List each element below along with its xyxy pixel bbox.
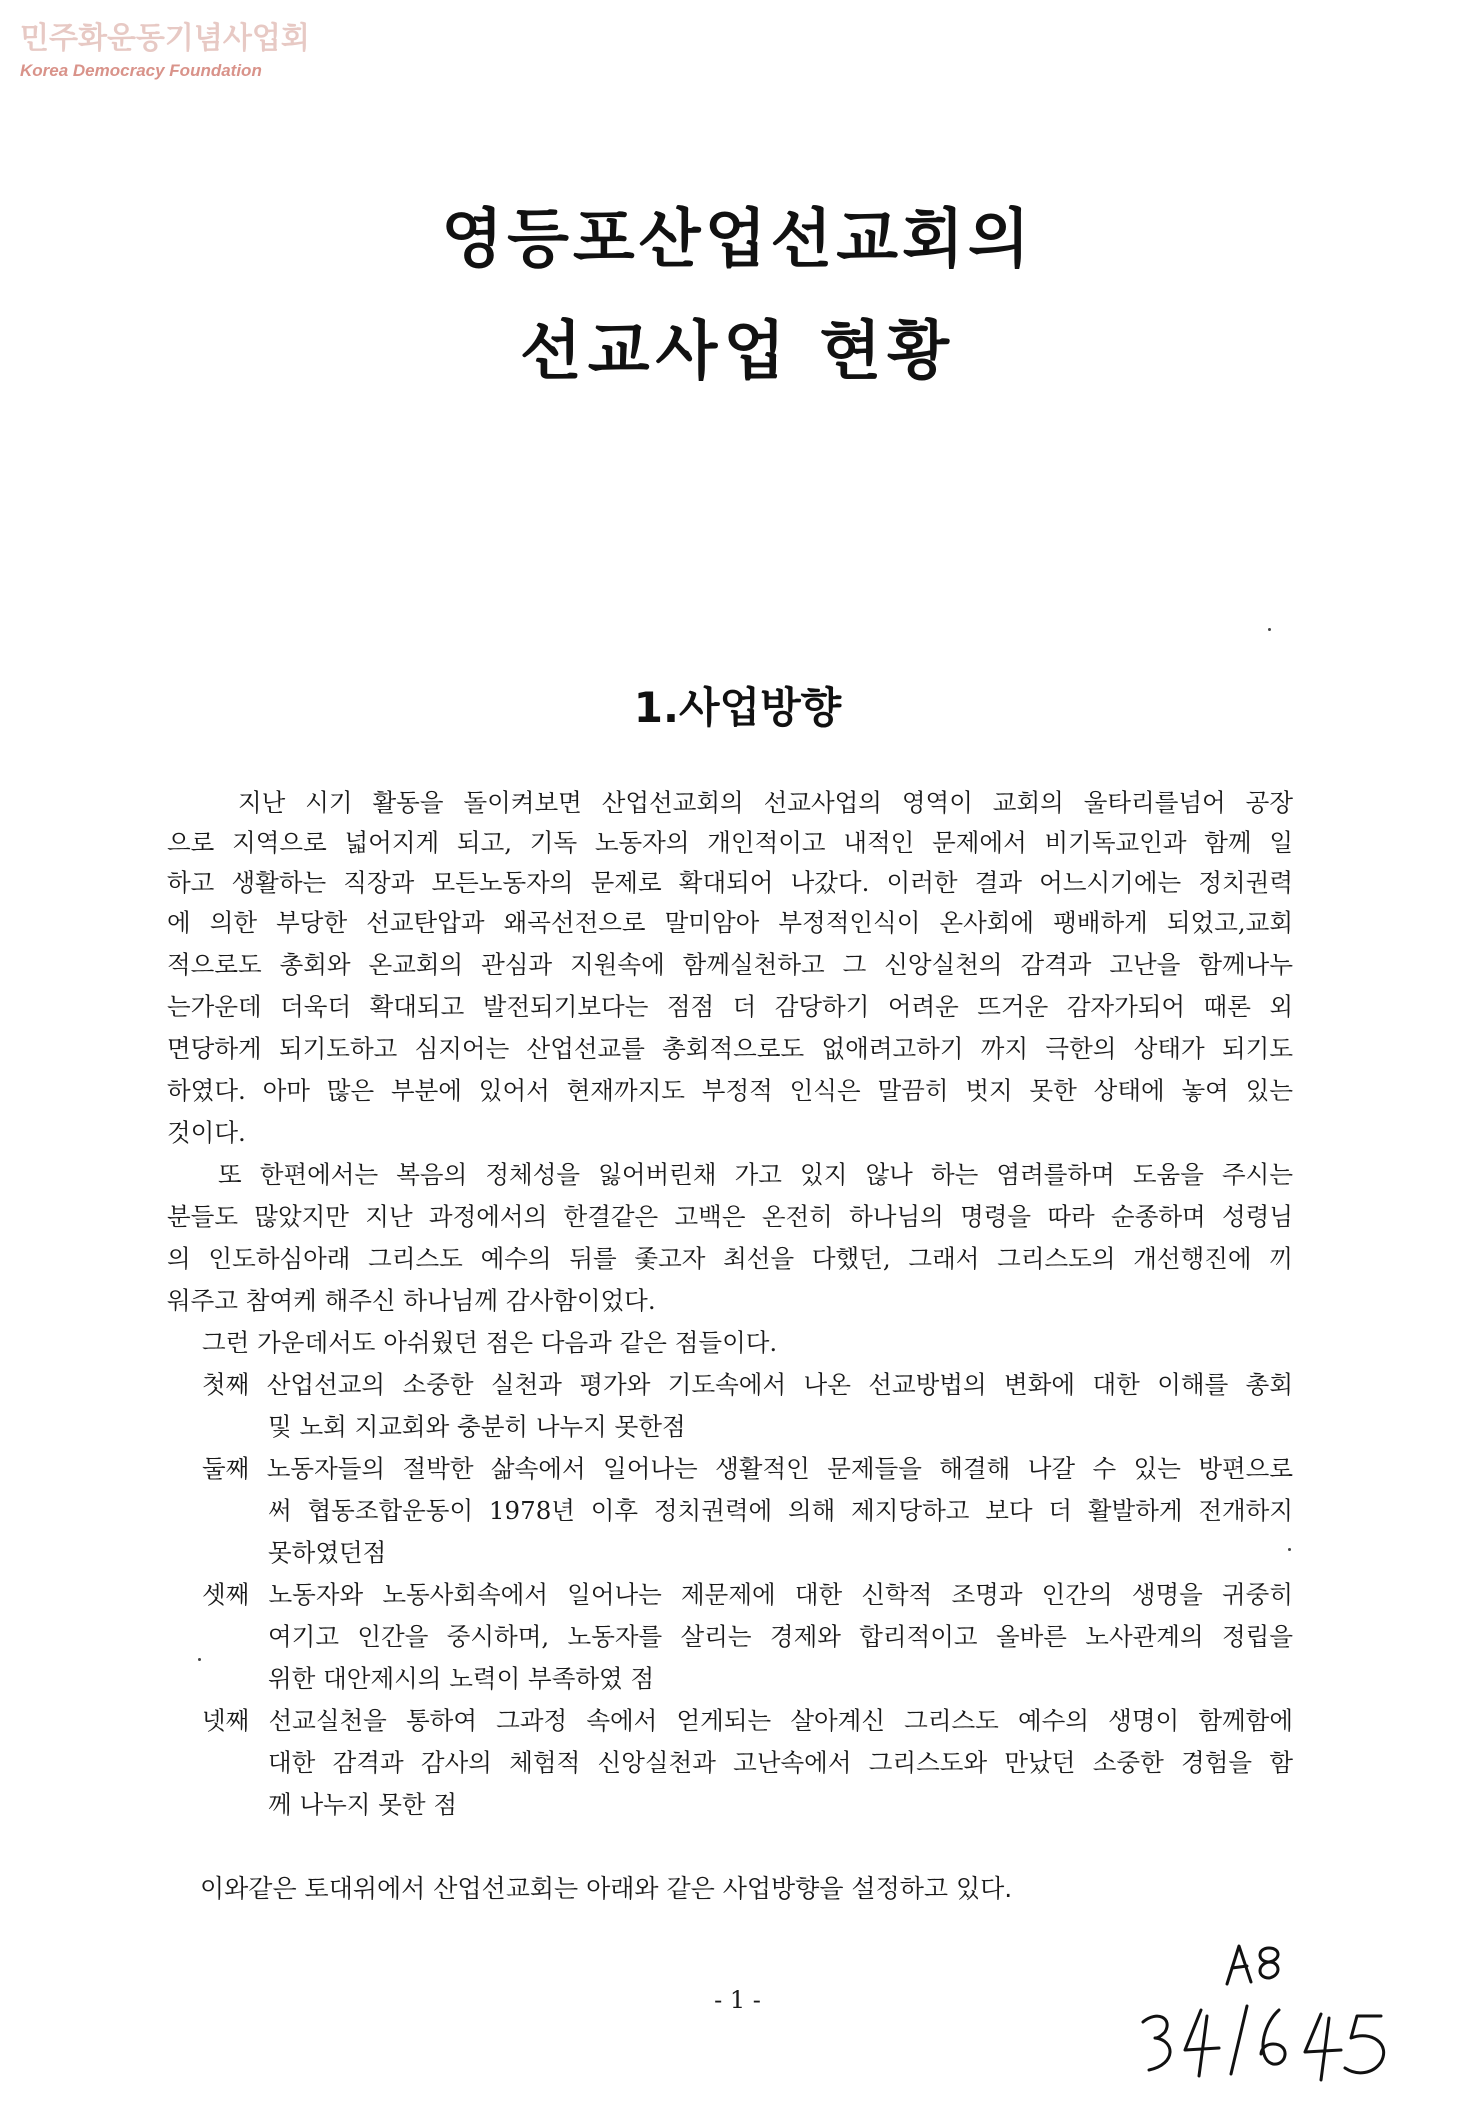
scan-speck	[1288, 1548, 1291, 1551]
watermark-english: Korea Democracy Foundation	[20, 61, 262, 80]
watermark	[20, 22, 310, 80]
list-item-second-cont: 써 협동조합운동이 1978년 이후 정치권력에 의해 제지당하고 보다 더 활발하게 전개하지	[268, 1496, 1293, 1525]
section-heading: 1.사업방향	[633, 683, 842, 732]
document-title-line-2: 선교사업 현황	[519, 315, 956, 389]
list-item-third-cont: 여기고 인간을 중시하며, 노동자를 살리는 경제와 합리적이고 올바른 노사관계의 정립을	[268, 1622, 1293, 1651]
list-item-second: 둘째 노동자들의 절박한 삶속에서 일어나는 생활적인 문제들을 해결해 나갈 수 있는 방편으로	[202, 1454, 1293, 1483]
body-line: 그런 가운데서도 아쉬웠던 점은 다음과 같은 점들이다.	[202, 1328, 778, 1357]
body-line: 적으로도 총회와 온교회의 관심과 지원속에 함께실천하고 그 신앙실천의 감격과 고난을 함께나누	[167, 950, 1293, 979]
body-line: 으로 지역으로 넓어지게 되고, 기독 노동자의 개인적이고 내적인 문제에서 비기독교인과 함께 일	[167, 828, 1293, 857]
body-line: 에 의한 부당한 선교탄압과 왜곡선전으로 말미암아 부정적인식이 온사회에 팽배하게 되었고,교회	[167, 908, 1293, 937]
list-item-second-cont: 못하였던점	[268, 1538, 387, 1567]
handwritten-annotation	[1135, 1940, 1415, 2094]
body-line: 또 한편에서는 복음의 정체성을 잃어버린채 가고 있지 않나 하는 염려를하며 도움을 주시는	[218, 1160, 1293, 1189]
list-item-fourth-cont: 대한 감격과 감사의 체험적 신앙실천과 고난속에서 그리스도와 만났던 소중한 경험을 함	[268, 1748, 1293, 1777]
list-item-first: 첫째 산업선교의 소중한 실천과 평가와 기도속에서 나온 선교방법의 변화에 대한 이해를 총회	[202, 1370, 1293, 1399]
list-item-fourth-cont: 께 나누지 못한 점	[268, 1790, 458, 1819]
scan-speck	[1268, 628, 1271, 631]
page-number: - 1 -	[714, 1986, 761, 2014]
list-item-third: 셋째 노동자와 노동사회속에서 일어나는 제문제에 대한 신학적 조명과 인간의 생명을 귀중히	[202, 1580, 1293, 1609]
body-line: 분들도 많았지만 지난 과정에서의 한결같은 고백은 온전히 하나님의 명령을 따라 순종하며 성령님	[167, 1202, 1293, 1231]
watermark-korean: 민주화운동기념사업회	[20, 21, 310, 56]
handwritten-archive-number	[1135, 1940, 1415, 2090]
scan-speck	[198, 1658, 201, 1661]
body-line: 지난 시기 활동을 돌이켜보면 산업선교회의 선교사업의 영역이 교회의 울타리를넘어 공장	[238, 788, 1293, 817]
body-line: 면당하게 되기도하고 심지어는 산업선교를 총회적으로도 없애려고하기 까지 극한의 상태가 되기도	[167, 1034, 1293, 1063]
body-line: 것이다.	[167, 1118, 246, 1147]
document-title-line-1: 영등포산업선교회의	[441, 203, 1034, 277]
list-item-first-cont: 및 노회 지교회와 충분히 나누지 못한점	[268, 1412, 686, 1441]
body-line: 워주고 참여케 해주신 하나님께 감사함이었다.	[167, 1286, 656, 1315]
closing-sentence: 이와같은 토대위에서 산업선교회는 아래와 같은 사업방향을 설정하고 있다.	[200, 1874, 1013, 1903]
list-item-third-cont: 위한 대안제시의 노력이 부족하였 점	[268, 1664, 655, 1693]
body-line: 는가운데 더욱더 확대되고 발전되기보다는 점점 더 감당하기 어려운 뜨거운 감자가되어 때론 외	[167, 992, 1293, 1021]
body-line: 하였다. 아마 많은 부분에 있어서 현재까지도 부정적 인식은 말끔히 벗지 못한 상태에 놓여 있는	[167, 1076, 1293, 1105]
list-item-fourth: 넷째 선교실천을 통하여 그과정 속에서 얻게되는 살아계신 그리스도 예수의 생명이 함께함에	[202, 1706, 1293, 1735]
body-line: 하고 생활하는 직장과 모든노동자의 문제로 확대되어 나갔다. 이러한 결과 어느시기에는 정치권력	[167, 868, 1293, 897]
body-line: 의 인도하심아래 그리스도 예수의 뒤를 좇고자 최선을 다했던, 그래서 그리스도의 개선행진에 끼	[167, 1244, 1293, 1273]
